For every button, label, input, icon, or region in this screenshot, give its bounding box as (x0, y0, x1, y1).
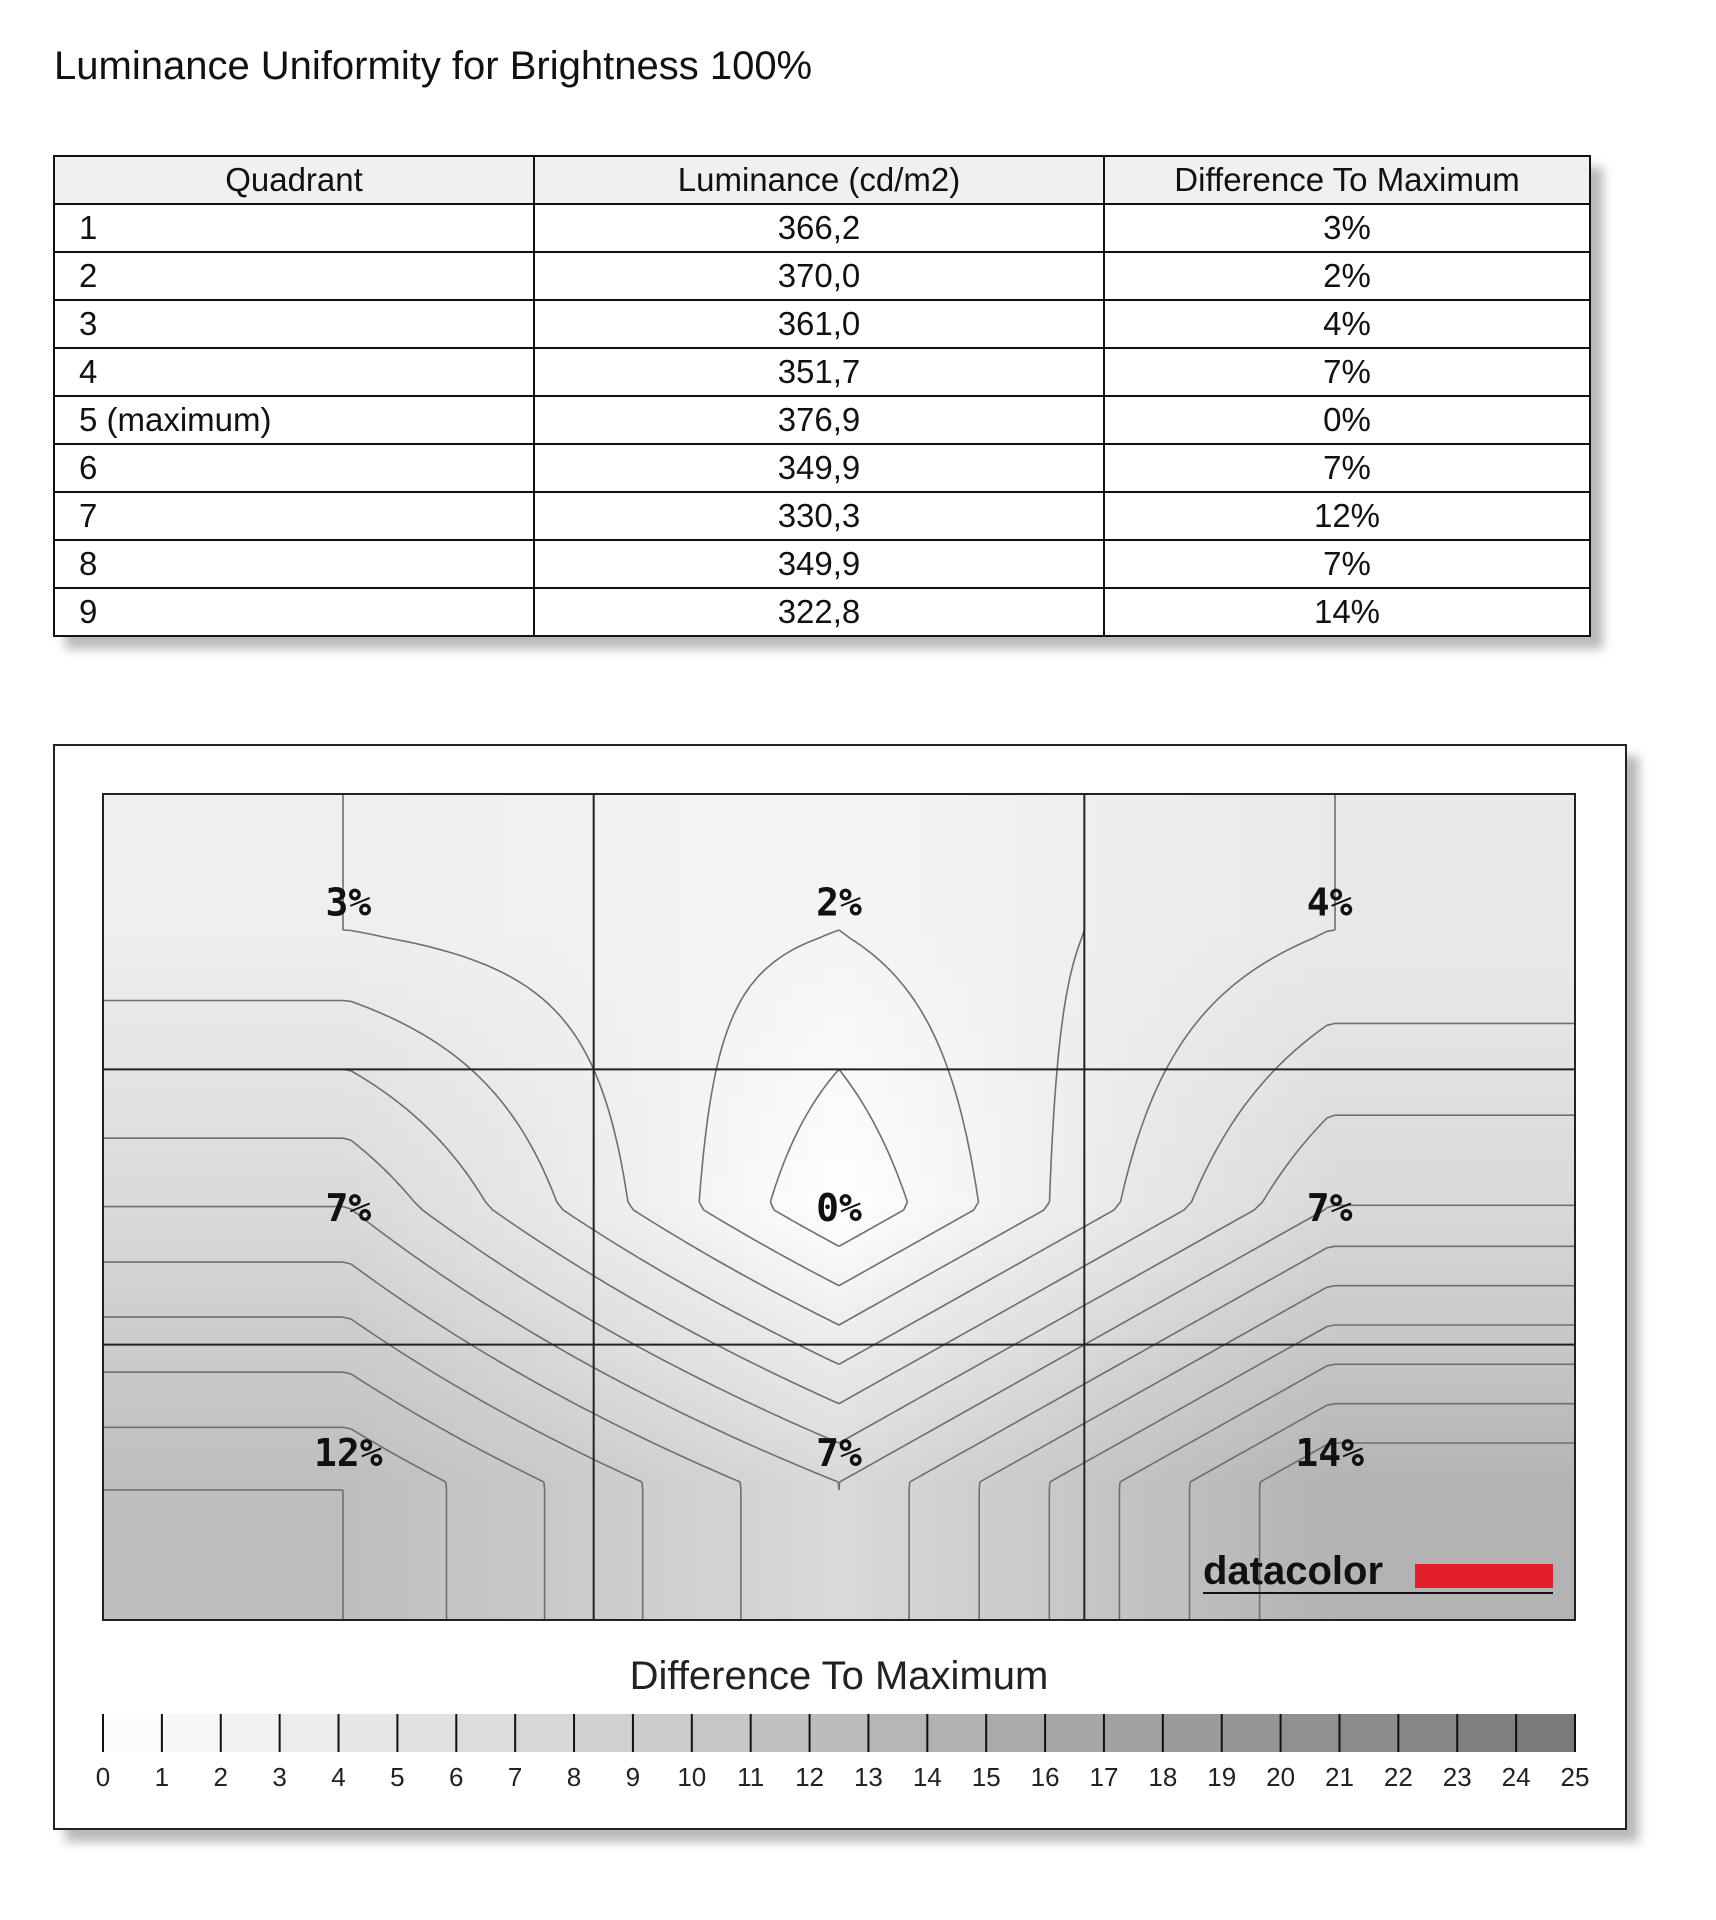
cell-difference: 0% (1104, 396, 1590, 444)
table-row (54, 444, 1590, 492)
legend-swatch (1457, 1714, 1516, 1752)
cell-quadrant: 7 (54, 492, 534, 540)
cell-difference: 7% (1104, 348, 1590, 396)
cell-difference: 14% (1104, 588, 1590, 636)
legend-tick-label: 7 (507, 1762, 523, 1792)
legend-swatch (927, 1714, 986, 1752)
quadrant-label: 12% (314, 1431, 383, 1476)
legend-tick-label: 10 (677, 1762, 707, 1792)
legend-swatch (1398, 1714, 1457, 1752)
cell-luminance: 370,0 (534, 252, 1104, 300)
datacolor-logo-text: datacolor (1203, 1549, 1384, 1593)
legend-tick-label: 22 (1383, 1762, 1413, 1792)
legend-tick-label: 8 (566, 1762, 582, 1792)
table-row (54, 396, 1590, 444)
quadrant-label: 7% (1306, 1186, 1353, 1230)
legend-swatch (1281, 1714, 1340, 1752)
header-luminance: Luminance (cd/m2) (534, 156, 1104, 204)
legend-tick-label: 24 (1501, 1762, 1531, 1792)
legend-tick-label: 15 (971, 1762, 1001, 1792)
cell-luminance: 361,0 (534, 300, 1104, 348)
legend-tick-label: 11 (737, 1762, 765, 1792)
legend-swatch (1163, 1714, 1222, 1752)
legend-swatch (633, 1714, 692, 1752)
header-quadrant: Quadrant (54, 156, 534, 204)
legend-swatch (339, 1714, 398, 1752)
cell-difference: 4% (1104, 300, 1590, 348)
table-row (54, 540, 1590, 588)
legend-tick-label: 6 (449, 1762, 464, 1792)
cell-quadrant: 4 (54, 348, 534, 396)
cell-difference: 7% (1104, 540, 1590, 588)
legend-tick-label: 12 (795, 1762, 825, 1792)
legend-swatch (1045, 1714, 1104, 1752)
cell-luminance: 322,8 (534, 588, 1104, 636)
cell-quadrant: 1 (54, 204, 534, 252)
legend-swatch (751, 1714, 810, 1752)
legend-swatch (280, 1714, 339, 1752)
legend-swatch (868, 1714, 927, 1752)
cell-difference: 3% (1104, 204, 1590, 252)
legend-tick-label: 21 (1325, 1762, 1354, 1792)
cell-luminance: 349,9 (534, 444, 1104, 492)
page-title: Luminance Uniformity for Brightness 100% (54, 44, 813, 88)
legend-tick-label: 0 (95, 1762, 111, 1792)
legend-tick-label: 4 (331, 1762, 346, 1792)
cell-quadrant: 8 (54, 540, 534, 588)
cell-quadrant: 5 (maximum) (54, 396, 534, 444)
legend-swatch (692, 1714, 751, 1752)
legend-swatch (221, 1714, 280, 1752)
cell-difference: 12% (1104, 492, 1590, 540)
cell-luminance: 349,9 (534, 540, 1104, 588)
legend-tick-label: 23 (1442, 1762, 1472, 1792)
legend-swatch (1104, 1714, 1163, 1752)
cell-luminance: 366,2 (534, 204, 1104, 252)
legend-tick-label: 5 (390, 1762, 405, 1792)
quadrant-label: 7% (325, 1186, 372, 1230)
legend-tick-label: 18 (1148, 1762, 1178, 1792)
legend-tick-label: 19 (1207, 1762, 1237, 1792)
legend-swatch (1516, 1714, 1575, 1752)
cell-quadrant: 2 (54, 252, 534, 300)
legend-tick-label: 20 (1266, 1762, 1296, 1792)
legend-tick-label: 9 (625, 1762, 641, 1792)
legend-swatch (574, 1714, 633, 1752)
quadrant-label: 2% (816, 880, 862, 925)
legend-scale (96, 1714, 1590, 1792)
table-row (54, 492, 1590, 540)
legend-swatch (162, 1714, 221, 1752)
quadrant-label: 0% (816, 1186, 862, 1230)
table-row (54, 252, 1590, 300)
legend-swatch (986, 1714, 1045, 1752)
uniformity-map-panel (53, 744, 1627, 1830)
legend-tick-label: 13 (853, 1762, 883, 1792)
quadrant-label: 7% (816, 1431, 862, 1476)
legend-swatch (397, 1714, 456, 1752)
legend-title: Difference To Maximum (629, 1654, 1049, 1698)
table-row (54, 588, 1590, 636)
legend-tick-label: 16 (1030, 1762, 1060, 1792)
legend-swatch (810, 1714, 869, 1752)
cell-difference: 7% (1104, 444, 1590, 492)
luminance-table (53, 155, 1591, 637)
cell-quadrant: 6 (54, 444, 534, 492)
table-row (54, 204, 1590, 252)
table-row (54, 348, 1590, 396)
cell-quadrant: 9 (54, 588, 534, 636)
legend-tick-label: 2 (213, 1762, 228, 1792)
quadrant-label: 3% (325, 880, 372, 925)
cell-luminance: 376,9 (534, 396, 1104, 444)
cell-luminance: 351,7 (534, 348, 1104, 396)
legend-tick-label: 14 (912, 1762, 942, 1792)
datacolor-logo-bar (1415, 1564, 1553, 1588)
cell-difference: 2% (1104, 252, 1590, 300)
legend-swatch (515, 1714, 574, 1752)
legend-swatch (1222, 1714, 1281, 1752)
header-difference: Difference To Maximum (1104, 156, 1590, 204)
table-header-row (54, 156, 1590, 204)
legend-swatch (1339, 1714, 1398, 1752)
legend-tick-label: 17 (1089, 1762, 1119, 1792)
legend-tick-label: 3 (272, 1762, 287, 1792)
uniformity-heatmap (55, 746, 1625, 1828)
quadrant-label: 14% (1295, 1431, 1364, 1476)
legend-swatch (103, 1714, 162, 1752)
legend-swatch (456, 1714, 515, 1752)
table-row (54, 300, 1590, 348)
quadrant-label: 4% (1306, 880, 1353, 925)
cell-quadrant: 3 (54, 300, 534, 348)
cell-luminance: 330,3 (534, 492, 1104, 540)
legend-tick-label: 25 (1560, 1762, 1590, 1792)
luminance-table-container (53, 155, 1591, 637)
legend-tick-label: 1 (154, 1762, 170, 1792)
